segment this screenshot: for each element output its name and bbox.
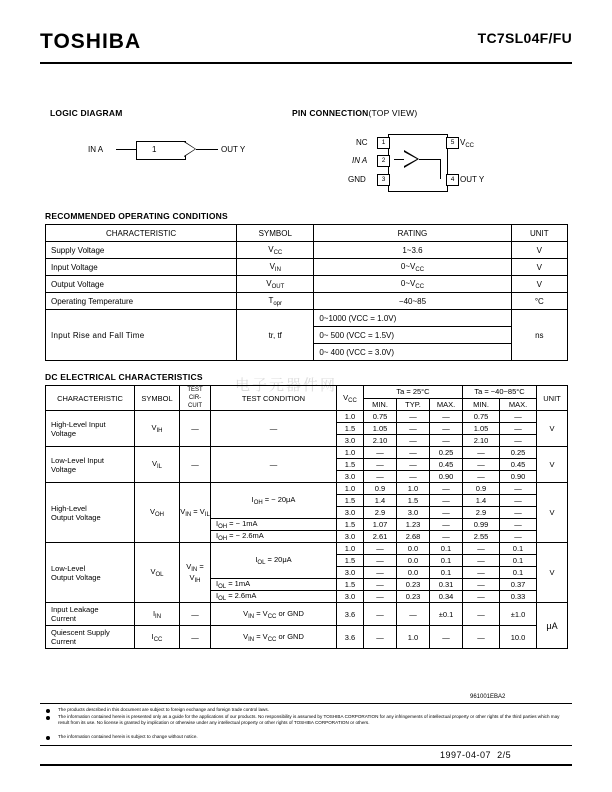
dc-g1-r1-vcc: 1.5 bbox=[337, 459, 364, 471]
dc-g3-r3-max2: 0.37 bbox=[500, 579, 537, 591]
t: SYMBOL bbox=[141, 393, 173, 403]
roc-row-3-symbol bbox=[237, 293, 314, 310]
dc-g0-test-circuit: — bbox=[180, 411, 211, 447]
dc-electrical-characteristics-table bbox=[45, 385, 568, 649]
dc-g2-r2-min2: 2.9 bbox=[463, 507, 500, 519]
dc-s0-max: ±0.1 bbox=[430, 603, 463, 626]
dc-g3-r3-typ: 0.23 bbox=[397, 579, 430, 591]
roc-rise-fall-rating-0: 0~1000 (VCC = 1.0V) bbox=[314, 310, 511, 327]
dc-g0-r2-min: 2.10 bbox=[364, 435, 397, 447]
logic-gate-box bbox=[136, 141, 186, 160]
dc-header-unit: UNIT bbox=[537, 386, 568, 411]
pin-4-number: 4 bbox=[446, 174, 459, 186]
dc-g3-r4-max2: 0.33 bbox=[500, 591, 537, 603]
inverter-output-wire bbox=[419, 159, 441, 160]
dc-s1-test-circuit: — bbox=[180, 626, 211, 649]
dc-g1-r2-min2: — bbox=[463, 471, 500, 483]
dc-g2-r4-max: — bbox=[430, 531, 463, 543]
dc-g0-r1-max2: — bbox=[500, 423, 537, 435]
inverter-input-wire bbox=[394, 159, 404, 160]
dc-g3-r0-max2: 0.1 bbox=[500, 543, 537, 555]
table-row bbox=[46, 626, 568, 649]
pin-1-label: NC bbox=[356, 138, 368, 147]
dc-g3-r1-min2: — bbox=[463, 555, 500, 567]
dc-g2-r0-min2: 0.9 bbox=[463, 483, 500, 495]
dc-g3-r4-min2: — bbox=[463, 591, 500, 603]
dc-header-test-condition: TEST CONDITION bbox=[211, 386, 337, 411]
dc-g1-r0-vcc: 1.0 bbox=[337, 447, 364, 459]
part-number: TC7SL04F/FU bbox=[477, 30, 572, 46]
bullet-icon bbox=[46, 709, 50, 713]
dc-g2-r1-max2: — bbox=[500, 495, 537, 507]
dc-g1-r0-typ: — bbox=[397, 447, 430, 459]
dc-title: DC ELECTRICAL CHARACTERISTICS bbox=[45, 372, 203, 382]
dc-s0-test-circuit: — bbox=[180, 603, 211, 626]
pin-5-number: 5 bbox=[446, 137, 459, 149]
dc-s0-max2: ±1.0 bbox=[500, 603, 537, 626]
pin-connection-title bbox=[292, 108, 417, 118]
t: V bbox=[151, 459, 157, 468]
roc-rise-fall-symbol: tr, tf bbox=[237, 310, 314, 361]
roc-row-1-characteristic: Input Voltage bbox=[46, 259, 237, 276]
dc-g1-r0-max: 0.25 bbox=[430, 447, 463, 459]
roc-row-3-unit: °C bbox=[511, 293, 567, 310]
page-header bbox=[40, 30, 572, 54]
dc-g1-r2-min: — bbox=[364, 471, 397, 483]
dc-header-max2: MAX. bbox=[500, 398, 537, 411]
dc-header-symbol bbox=[135, 386, 180, 411]
dc-g2-symbol bbox=[135, 483, 180, 543]
inverter-output-drop bbox=[440, 159, 441, 179]
dc-g2-r3-min2: 0.99 bbox=[463, 519, 500, 531]
dc-s1-condition: $V_{IN} = V_{CC}$ or GND bbox=[211, 626, 337, 649]
dc-g3-r4-min: — bbox=[364, 591, 397, 603]
dc-g2-r4-min: 2.61 bbox=[364, 531, 397, 543]
dc-g3-r3-vcc: 1.5 bbox=[337, 579, 364, 591]
dc-g3-r4-typ: 0.23 bbox=[397, 591, 430, 603]
dc-g2-cond-4: $I_{OH}$ = − 2.6mA bbox=[211, 531, 337, 543]
pin-5-label bbox=[460, 138, 474, 149]
dc-g3-r0-min: — bbox=[364, 543, 397, 555]
dc-g3-cond-0: $I_{OL} = 20\mu A$ bbox=[211, 543, 337, 579]
pin-2-label: IN A bbox=[352, 156, 368, 165]
dc-s0-vcc: 3.6 bbox=[337, 603, 364, 626]
dc-g1-r1-typ: — bbox=[397, 459, 430, 471]
roc-row-0-characteristic: Supply Voltage bbox=[46, 242, 237, 259]
dc-s1-min2: — bbox=[463, 626, 500, 649]
dc-s1-max: — bbox=[430, 626, 463, 649]
dc-g1-r2-typ: — bbox=[397, 471, 430, 483]
t-sub: IN bbox=[155, 613, 162, 620]
sym-sub: IN bbox=[274, 266, 281, 273]
rate-sub: CC bbox=[415, 283, 425, 290]
dc-g1-r1-max2: 0.45 bbox=[500, 459, 537, 471]
sym-sub: opr bbox=[273, 300, 283, 307]
roc-rise-fall-unit: ns bbox=[511, 310, 567, 361]
dc-g2-r4-max2: — bbox=[500, 531, 537, 543]
dc-header-test-circuit: TEST CIR- CUIT bbox=[180, 386, 211, 411]
pin-3-number: 3 bbox=[377, 174, 390, 186]
dc-g1-symbol bbox=[135, 447, 180, 483]
dc-g2-r0-max: — bbox=[430, 483, 463, 495]
dc-g2-r2-vcc: 3.0 bbox=[337, 507, 364, 519]
dc-g1-characteristic: Low-Level Input Voltage bbox=[46, 447, 135, 483]
pin-connection-note: (TOP VIEW) bbox=[368, 108, 418, 118]
dc-s1-characteristic: Quiescent Supply Current bbox=[46, 626, 135, 649]
dc-g0-r2-typ: — bbox=[397, 435, 430, 447]
dc-g3-r1-vcc: 1.5 bbox=[337, 555, 364, 567]
table-row bbox=[46, 259, 568, 276]
dc-g3-r3-min2: — bbox=[463, 579, 500, 591]
logic-gate-triangle-inner bbox=[184, 142, 195, 156]
roc-header-characteristic: CHARACTERISTIC bbox=[46, 225, 237, 242]
dc-g2-r4-min2: 2.55 bbox=[463, 531, 500, 543]
footer-divider-top bbox=[40, 703, 572, 704]
watermark: 电子元器件网 bbox=[235, 377, 338, 394]
dc-g2-r3-vcc: 1.5 bbox=[337, 519, 364, 531]
dc-g3-unit: V bbox=[537, 543, 568, 603]
sym: V bbox=[266, 278, 272, 288]
dc-g1-r0-max2: 0.25 bbox=[500, 447, 537, 459]
dc-g0-r0-max: — bbox=[430, 411, 463, 423]
dc-s1-min: — bbox=[364, 626, 397, 649]
logic-input-label: IN A bbox=[88, 145, 104, 154]
dc-g0-r0-vcc: 1.0 bbox=[337, 411, 364, 423]
t: V bbox=[343, 392, 349, 402]
document-code: 961001EBA2 bbox=[470, 694, 506, 700]
brand-logo: TOSHIBA bbox=[40, 30, 142, 53]
dc-g1-test-circuit: — bbox=[180, 447, 211, 483]
roc-row-2-symbol bbox=[237, 276, 314, 293]
roc-row-2-characteristic: Output Voltage bbox=[46, 276, 237, 293]
dc-g0-symbol bbox=[135, 411, 180, 447]
dc-g3-cond-3: $I_{OL} = 1mA$ bbox=[211, 579, 337, 591]
dc-s0-typ: — bbox=[397, 603, 430, 626]
dc-g0-r2-min2: 2.10 bbox=[463, 435, 500, 447]
dc-header-temp-range: Ta = −40~85°C bbox=[463, 386, 537, 399]
dc-g3-r2-min: — bbox=[364, 567, 397, 579]
t: V bbox=[151, 423, 157, 432]
dc-g2-r1-typ: 1.5 bbox=[397, 495, 430, 507]
dc-g0-r1-max: — bbox=[430, 423, 463, 435]
dc-g2-r2-typ: 3.0 bbox=[397, 507, 430, 519]
roc-row-0-symbol bbox=[237, 242, 314, 259]
dc-g0-r0-min: 0.75 bbox=[364, 411, 397, 423]
dc-g3-r0-max: 0.1 bbox=[430, 543, 463, 555]
dc-g3-r0-vcc: 1.0 bbox=[337, 543, 364, 555]
dc-g2-r2-max2: — bbox=[500, 507, 537, 519]
footer-note-2: The information contained herein is subject to change without notice. bbox=[58, 734, 198, 739]
footer-date-page bbox=[440, 750, 511, 760]
dc-g1-condition: — bbox=[211, 447, 337, 483]
roc-rise-fall-rating-1: 0~ 500 (VCC = 1.5V) bbox=[314, 327, 511, 344]
dc-g0-r2-max2: — bbox=[500, 435, 537, 447]
dc-g1-r2-vcc: 3.0 bbox=[337, 471, 364, 483]
dc-header-temp-25: Ta = 25°C bbox=[364, 386, 463, 399]
inverter-triangle-inner bbox=[404, 152, 417, 166]
dc-header-min: MIN. bbox=[364, 398, 397, 411]
roc-header-unit: UNIT bbox=[511, 225, 567, 242]
dc-g0-r1-min: 1.05 bbox=[364, 423, 397, 435]
bullet-icon bbox=[46, 736, 50, 740]
dc-g3-r4-max: 0.34 bbox=[430, 591, 463, 603]
roc-row-0-unit: V bbox=[511, 242, 567, 259]
logic-input-wire bbox=[116, 149, 136, 150]
dc-g0-characteristic: High-Level Input Voltage bbox=[46, 411, 135, 447]
pin-1-number: 1 bbox=[377, 137, 390, 149]
dc-g3-r3-min: — bbox=[364, 579, 397, 591]
roc-row-3-characteristic: Operating Temperature bbox=[46, 293, 237, 310]
logic-diagram bbox=[88, 133, 258, 173]
dc-g2-r3-min: 1.07 bbox=[364, 519, 397, 531]
dc-s1-typ: 1.0 bbox=[397, 626, 430, 649]
dc-g2-r1-max: — bbox=[430, 495, 463, 507]
dc-s1-vcc: 3.6 bbox=[337, 626, 364, 649]
dc-g1-r1-min: — bbox=[364, 459, 397, 471]
dc-s0-symbol bbox=[135, 603, 180, 626]
roc-header-symbol: SYMBOL bbox=[237, 225, 314, 242]
dc-g1-r1-max: 0.45 bbox=[430, 459, 463, 471]
dc-g2-r4-vcc: 3.0 bbox=[337, 531, 364, 543]
roc-row-2-rating bbox=[314, 276, 511, 293]
dc-g3-r4-vcc: 3.0 bbox=[337, 591, 364, 603]
dc-g0-r2-max: — bbox=[430, 435, 463, 447]
pin-2-number: 2 bbox=[377, 155, 390, 167]
roc-row-0-rating: 1~3.6 bbox=[314, 242, 511, 259]
dc-s0-unit: μA bbox=[537, 603, 568, 649]
recommended-operating-conditions-table bbox=[45, 224, 568, 361]
footer-note-1: The information contained herein is presented only as a guide for the applications of our products. No responsibility is assumed by TOSHIBA CORPORATION for any infringements of intellectual property or other rights of the third parties which may result from its use. No license is granted by implication or otherwise under any intellectual property or other rights of TOSHIBA CORPORATION or others. bbox=[58, 714, 560, 726]
dc-g2-r0-typ: 1.0 bbox=[397, 483, 430, 495]
table-row bbox=[46, 603, 568, 626]
dc-s1-symbol bbox=[135, 626, 180, 649]
dc-g0-r2-vcc: 3.0 bbox=[337, 435, 364, 447]
dc-header-vcc bbox=[337, 386, 364, 411]
dc-g0-r1-vcc: 1.5 bbox=[337, 423, 364, 435]
dc-g1-r1-min2: — bbox=[463, 459, 500, 471]
roc-rise-fall-rating-2: 0~ 400 (VCC = 3.0V) bbox=[314, 344, 511, 361]
dc-g2-r2-max: — bbox=[430, 507, 463, 519]
roc-rise-fall-characteristic: Input Rise and Fall Time bbox=[46, 310, 237, 361]
t-sub: OH bbox=[155, 512, 164, 518]
dc-g3-r2-min2: — bbox=[463, 567, 500, 579]
table-row bbox=[46, 310, 568, 327]
footer-divider-final bbox=[40, 764, 572, 766]
dc-g2-unit: V bbox=[537, 483, 568, 543]
dc-g2-r0-vcc: 1.0 bbox=[337, 483, 364, 495]
dc-g1-r0-min: — bbox=[364, 447, 397, 459]
table-row bbox=[46, 447, 568, 459]
dc-g1-r2-max2: 0.90 bbox=[500, 471, 537, 483]
dc-g2-cond-3: $I_{OH}$ = − 1mA bbox=[211, 519, 337, 531]
sym-sub: OUT bbox=[271, 283, 285, 290]
table-header-row bbox=[46, 225, 568, 242]
t-sub: CC bbox=[348, 397, 357, 404]
t: I bbox=[151, 631, 154, 641]
dc-g3-r0-min2: — bbox=[463, 543, 500, 555]
pin-connection-title-text: PIN CONNECTION bbox=[292, 108, 369, 118]
logic-output-wire bbox=[196, 149, 218, 150]
dc-g3-cond-4: $I_{OL} = 2.6mA$ bbox=[211, 591, 337, 603]
roc-row-1-unit: V bbox=[511, 259, 567, 276]
dc-header-characteristic: CHARACTERISTIC bbox=[46, 386, 135, 411]
dc-s0-characteristic: Input Leakage Current bbox=[46, 603, 135, 626]
dc-g2-r1-min: 1.4 bbox=[364, 495, 397, 507]
roc-header-rating: RATING bbox=[314, 225, 511, 242]
footer-page: 2/5 bbox=[497, 750, 512, 760]
dc-g3-r1-min: — bbox=[364, 555, 397, 567]
dc-s0-min: — bbox=[364, 603, 397, 626]
logic-diagram-title: LOGIC DIAGRAM bbox=[50, 108, 123, 118]
dc-g1-r0-min2: — bbox=[463, 447, 500, 459]
dc-header-typ: TYP. bbox=[397, 398, 430, 411]
t-sub: IH bbox=[156, 428, 163, 434]
dc-s1-max2: 10.0 bbox=[500, 626, 537, 649]
dc-g2-test-circuit: $V_{IN} = V_{IL}$ bbox=[180, 483, 211, 543]
dc-g3-r3-max: 0.31 bbox=[430, 579, 463, 591]
table-row bbox=[46, 543, 568, 555]
dc-header-min2: MIN. bbox=[463, 398, 500, 411]
rate-sub: CC bbox=[415, 266, 425, 273]
roc-row-3-rating: −40~85 bbox=[314, 293, 511, 310]
dc-g3-r0-typ: 0.0 bbox=[397, 543, 430, 555]
dc-g3-test-circuit: $V_{IN} = V_{IH}$ bbox=[180, 543, 211, 603]
t-sub: IL bbox=[157, 464, 163, 470]
logic-output-label: OUT Y bbox=[221, 145, 246, 154]
dc-g0-r0-max2: — bbox=[500, 411, 537, 423]
table-header-row bbox=[46, 386, 568, 399]
dc-g2-r0-min: 0.9 bbox=[364, 483, 397, 495]
table-row bbox=[46, 276, 568, 293]
dc-g2-cond-0: $I_{OH}$ = − 20μA bbox=[211, 483, 337, 519]
dc-g3-symbol bbox=[135, 543, 180, 603]
sym: V bbox=[269, 261, 275, 271]
dc-g0-r1-typ: — bbox=[397, 423, 430, 435]
dc-g3-characteristic: Low-Level Output Voltage bbox=[46, 543, 135, 603]
roc-title: RECOMMENDED OPERATING CONDITIONS bbox=[45, 211, 228, 221]
dc-g0-r0-min2: 0.75 bbox=[463, 411, 500, 423]
footer-note-0: The products described in this document are subject to foreign exchange and foreign trade control laws. bbox=[58, 707, 269, 712]
bullet-icon bbox=[46, 716, 50, 720]
dc-g2-r3-max2: — bbox=[500, 519, 537, 531]
dc-g3-r1-typ: 0.0 bbox=[397, 555, 430, 567]
dc-g2-r3-typ: 1.23 bbox=[397, 519, 430, 531]
t-sub: CC bbox=[153, 636, 163, 643]
vcc-label-text: V bbox=[460, 138, 466, 147]
dc-g3-r2-typ: 0.0 bbox=[397, 567, 430, 579]
pin-3-label: GND bbox=[348, 175, 366, 184]
dc-g2-characteristic: High-Level Output Voltage bbox=[46, 483, 135, 543]
dc-g0-unit: V bbox=[537, 411, 568, 447]
t: V bbox=[150, 567, 156, 576]
dc-g3-r1-max2: 0.1 bbox=[500, 555, 537, 567]
table-row bbox=[46, 483, 568, 495]
dc-g1-unit: V bbox=[537, 447, 568, 483]
dc-g2-r1-min2: 1.4 bbox=[463, 495, 500, 507]
footer-date: 1997-04-07 bbox=[440, 750, 492, 760]
sym-sub: CC bbox=[273, 249, 283, 256]
sym: T bbox=[268, 295, 274, 305]
dc-g2-r0-max2: — bbox=[500, 483, 537, 495]
dc-g0-r1-min2: 1.05 bbox=[463, 423, 500, 435]
rate: 0~V bbox=[400, 261, 416, 271]
footer-divider-bottom bbox=[40, 745, 572, 746]
t-sub: OL bbox=[155, 572, 164, 578]
roc-row-2-unit: V bbox=[511, 276, 567, 293]
dc-s0-min2: — bbox=[463, 603, 500, 626]
table-row bbox=[46, 411, 568, 423]
dc-g2-r4-typ: 2.68 bbox=[397, 531, 430, 543]
dc-s0-condition: $V_{IN} = V_{CC}$ or GND bbox=[211, 603, 337, 626]
roc-row-1-rating bbox=[314, 259, 511, 276]
dc-g3-r1-max: 0.1 bbox=[430, 555, 463, 567]
dc-g3-r2-vcc: 3.0 bbox=[337, 567, 364, 579]
dc-g2-r3-max: — bbox=[430, 519, 463, 531]
pin-connection-diagram bbox=[348, 128, 508, 198]
table-row bbox=[46, 242, 568, 259]
pin-4-label: OUT Y bbox=[460, 175, 485, 184]
table-row bbox=[46, 293, 568, 310]
dc-g0-r0-typ: — bbox=[397, 411, 430, 423]
vcc-label-sub: CC bbox=[465, 143, 475, 149]
t: V bbox=[149, 507, 155, 516]
dc-g0-condition: — bbox=[211, 411, 337, 447]
roc-row-1-symbol bbox=[237, 259, 314, 276]
dc-header-max: MAX. bbox=[430, 398, 463, 411]
header-divider bbox=[40, 62, 572, 64]
dc-g2-r2-min: 2.9 bbox=[364, 507, 397, 519]
dc-g3-r2-max2: 0.1 bbox=[500, 567, 537, 579]
t: I bbox=[152, 608, 156, 618]
dc-g1-r2-max: 0.90 bbox=[430, 471, 463, 483]
rate: 0~V bbox=[400, 278, 416, 288]
dc-g3-r2-max: 0.1 bbox=[430, 567, 463, 579]
dc-g2-r1-vcc: 1.5 bbox=[337, 495, 364, 507]
logic-gate-label: 1 bbox=[152, 145, 157, 154]
sym: V bbox=[268, 244, 274, 254]
